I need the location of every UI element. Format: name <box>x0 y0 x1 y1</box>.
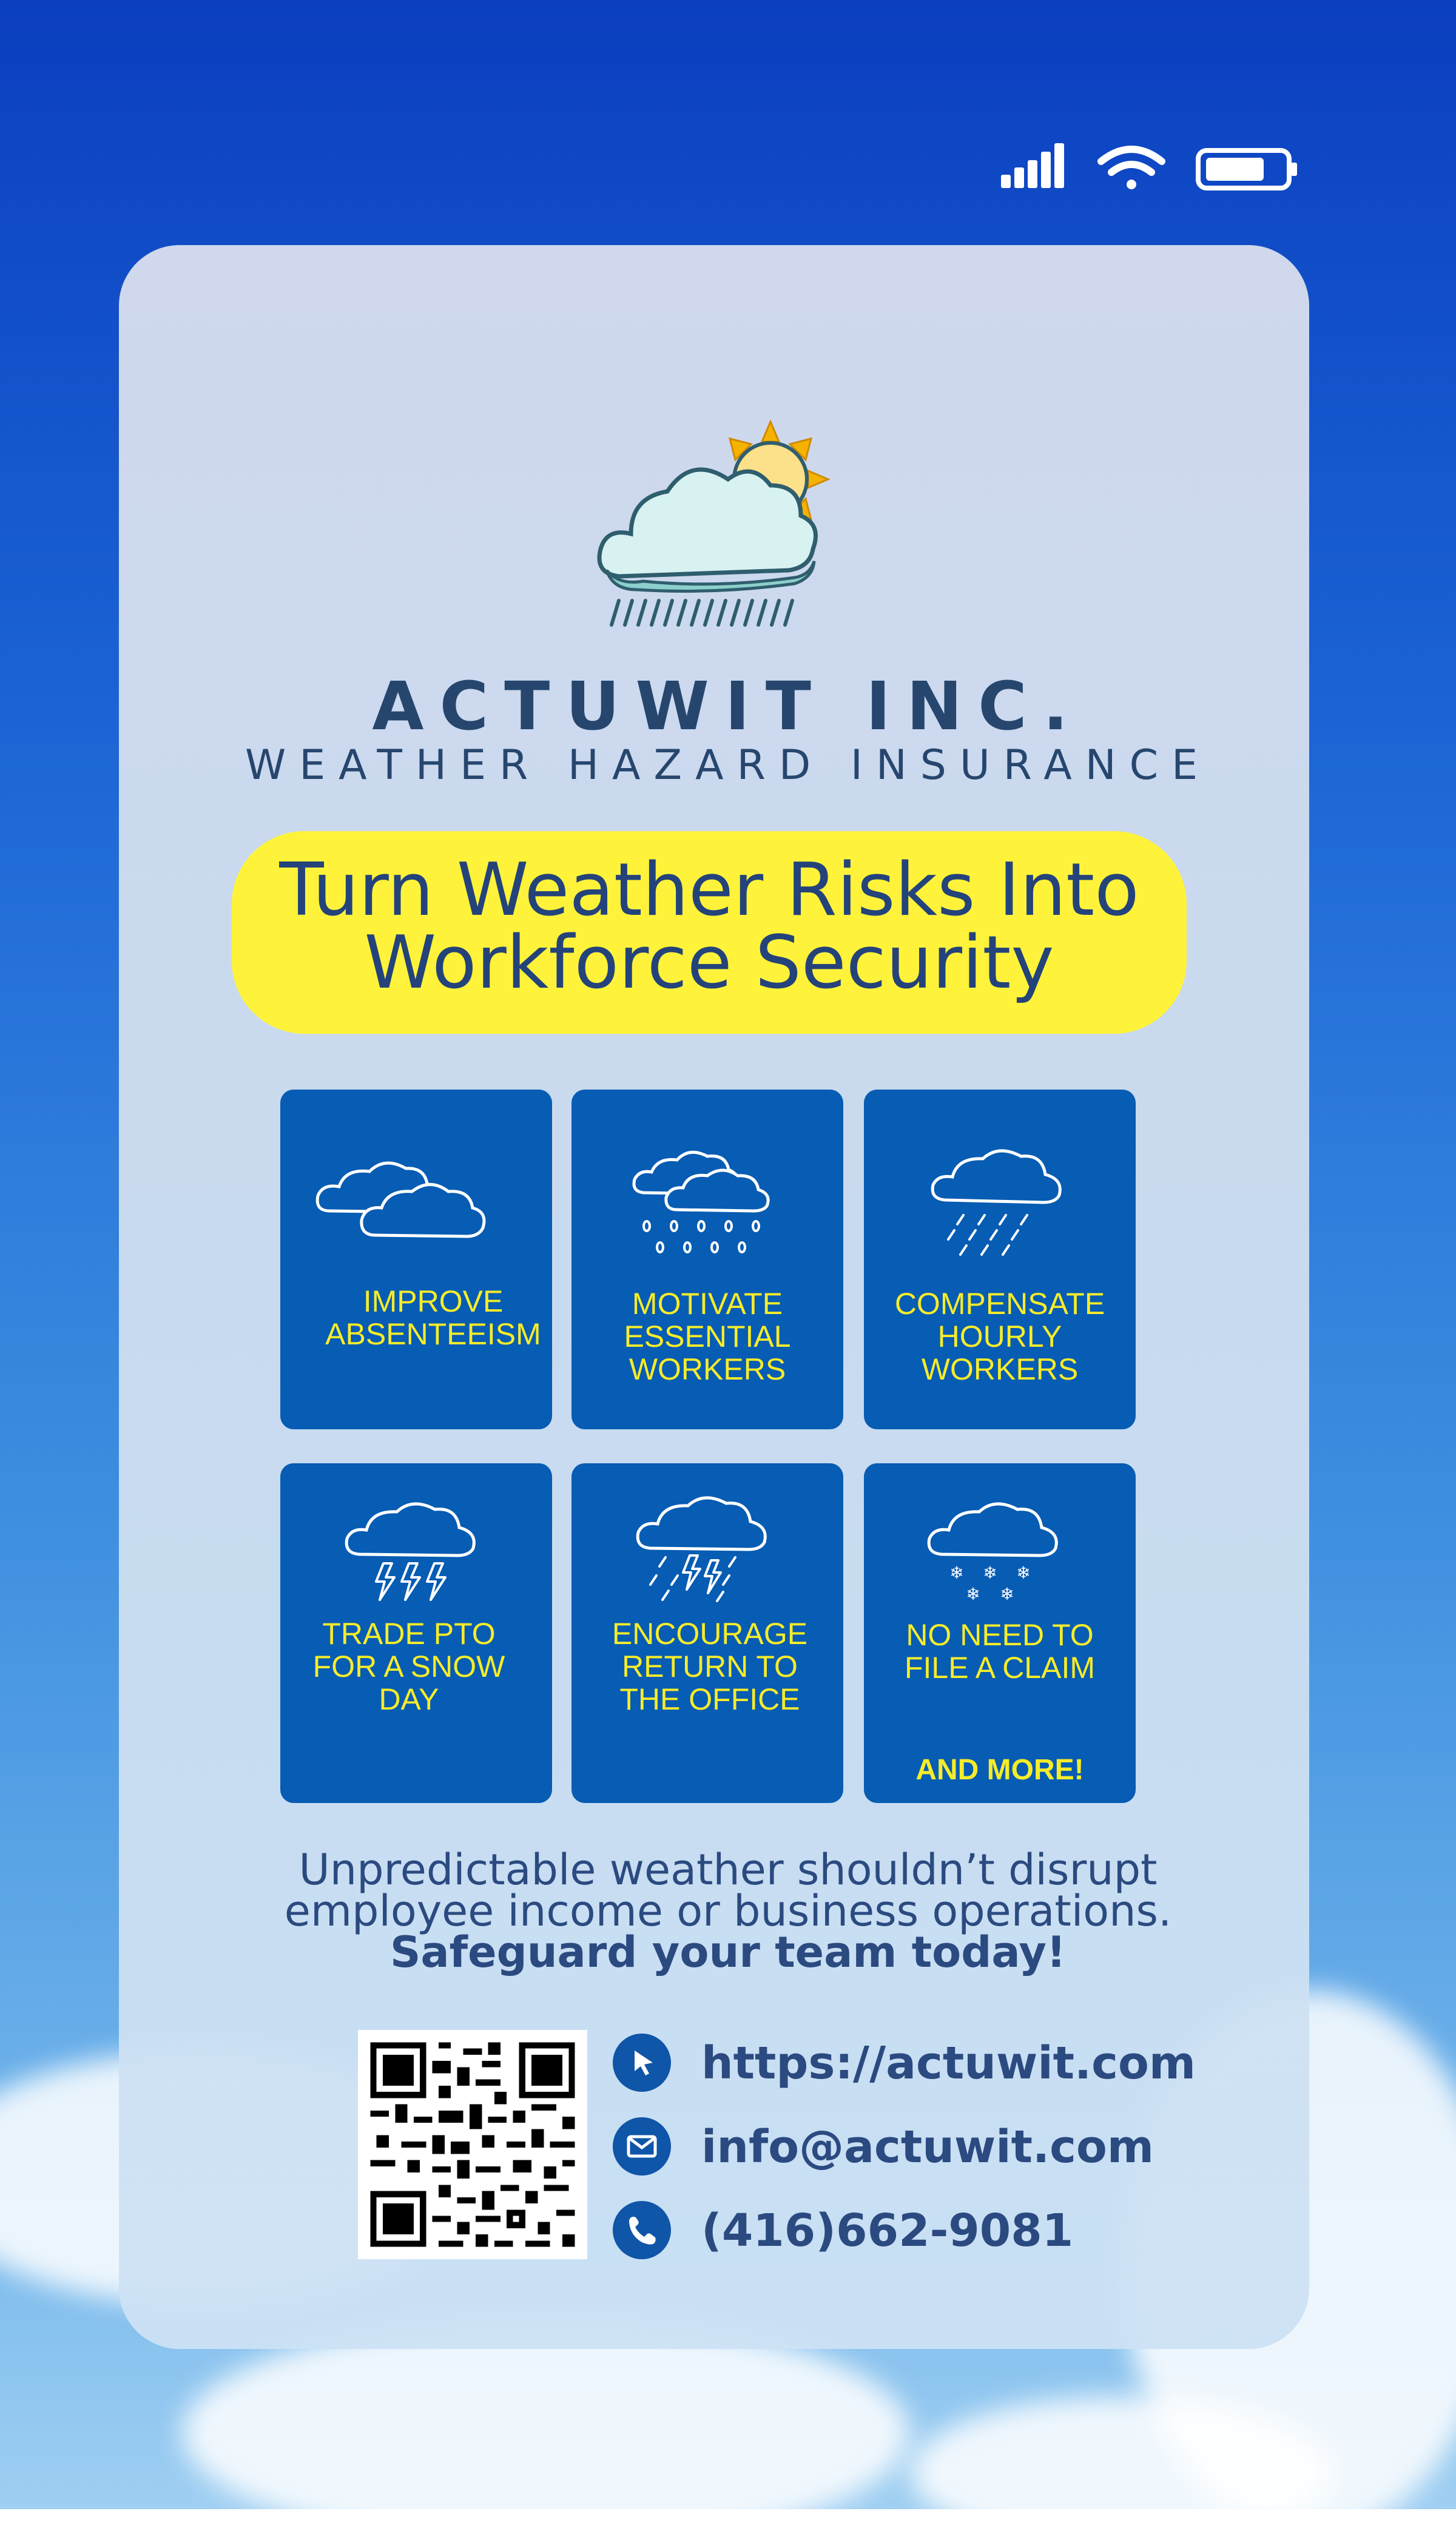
website-link[interactable]: https://actuwit.com <box>701 2037 1196 2089</box>
storm-rain-icon <box>632 1481 784 1603</box>
snow-icon <box>923 1488 1075 1609</box>
svg-text:❄: ❄ <box>1000 1584 1014 1604</box>
tagline-line-1: Unpredictable weather shouldn’t disrupt <box>298 1845 1158 1895</box>
feature-tile <box>280 1463 552 1803</box>
company-subtitle: WEATHER HAZARD INSURANCE <box>244 741 1212 789</box>
light-rain-icon <box>629 1138 786 1259</box>
tagline-line-2: employee income or business operations. <box>284 1886 1172 1936</box>
feature-tile <box>864 1090 1136 1429</box>
background-cloud <box>182 2317 910 2548</box>
headline-line-2: Workforce Security <box>364 921 1054 1005</box>
tagline <box>0 1845 1456 1977</box>
headline <box>232 848 1187 1005</box>
website-row[interactable] <box>613 2034 1196 2100</box>
rain-icon <box>927 1139 1073 1261</box>
feature-label: MOTIVATE ESSENTIAL WORKERS <box>624 1287 791 1386</box>
feature-label: ENCOURAGE RETURN TO THE OFFICE <box>612 1617 808 1716</box>
feature-tile <box>571 1090 843 1429</box>
weather-logo-icon <box>595 419 849 649</box>
status-bar <box>995 138 1298 199</box>
feature-tile <box>571 1463 843 1803</box>
battery-icon <box>1198 150 1297 188</box>
feature-label: IMPROVE ABSENTEEISM <box>325 1284 541 1351</box>
thunderstorm-icon <box>341 1488 493 1609</box>
email-link[interactable]: info@actuwit.com <box>701 2121 1154 2173</box>
qr-code[interactable] <box>358 2030 587 2259</box>
feature-label: COMPENSATE HOURLY WORKERS <box>894 1287 1105 1386</box>
signal-icon <box>1001 143 1064 188</box>
company-name: ACTUWIT INC. <box>372 667 1084 745</box>
background-cloud <box>910 2396 1335 2548</box>
phone-number[interactable]: (416)662-9081 <box>701 2205 1074 2257</box>
qr-code-pattern <box>358 2030 587 2259</box>
svg-text:❄: ❄ <box>949 1563 964 1583</box>
phone-icon <box>613 2201 671 2259</box>
email-row[interactable] <box>613 2117 1159 2184</box>
cursor-icon <box>613 2034 671 2092</box>
and-more-label: AND MORE! <box>915 1754 1084 1786</box>
feature-tile <box>864 1463 1136 1803</box>
phone-row[interactable] <box>613 2201 1159 2268</box>
headline-line-1: Turn Weather Risks Into <box>279 848 1139 932</box>
wifi-icon <box>1101 149 1162 189</box>
mail-icon <box>613 2117 671 2176</box>
feature-label: NO NEED TO FILE A CLAIM <box>904 1618 1095 1685</box>
svg-text:❄: ❄ <box>966 1584 980 1604</box>
cloudy-icon <box>312 1144 506 1253</box>
svg-text:❄: ❄ <box>1016 1563 1031 1583</box>
feature-label: TRADE PTO FOR A SNOW DAY <box>312 1617 505 1716</box>
svg-text:❄: ❄ <box>983 1563 997 1583</box>
tagline-call-to-action: Safeguard your team today! <box>390 1927 1066 1977</box>
feature-tile <box>280 1090 552 1429</box>
